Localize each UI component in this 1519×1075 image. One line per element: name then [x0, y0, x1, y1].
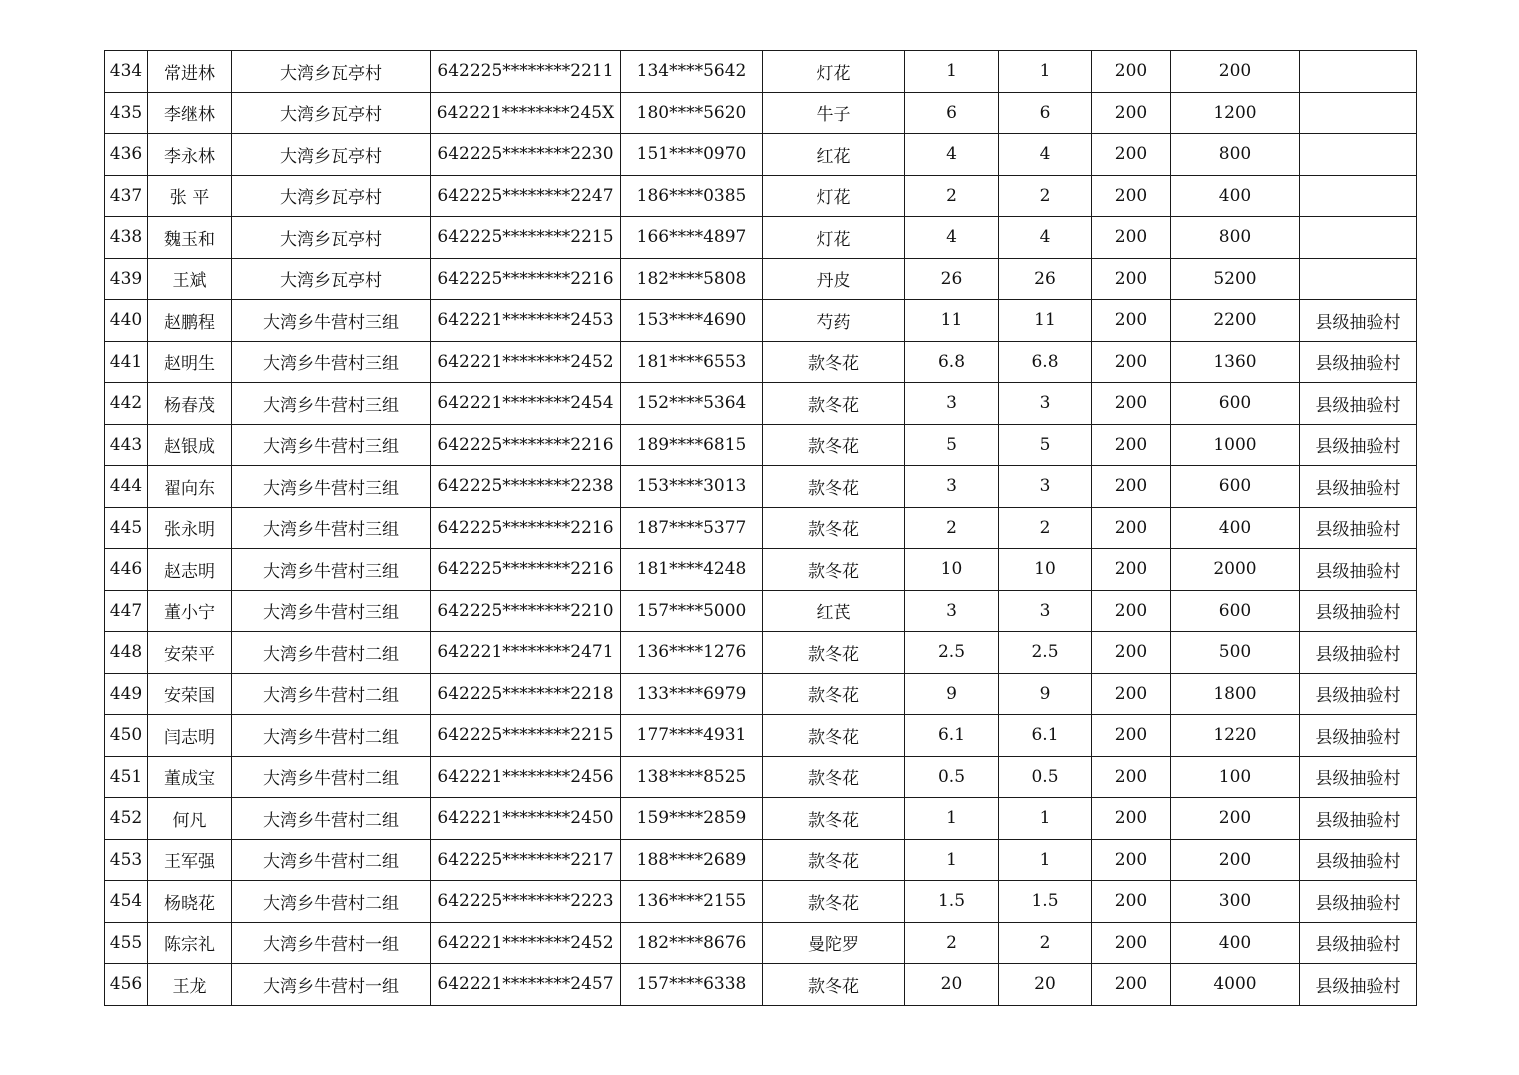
cell-crop: 红花 — [763, 134, 905, 176]
cell-phone: 153****4690 — [621, 300, 763, 342]
cell-subsidy-amount: 400 — [1171, 507, 1300, 549]
cell-address: 大湾乡瓦亭村 — [232, 134, 431, 176]
table-row — [105, 881, 1417, 923]
cell-remark: 县级抽验村 — [1300, 424, 1417, 466]
cell-subsidy-amount: 5200 — [1171, 258, 1300, 300]
cell-id-number: 642225********2216 — [431, 424, 621, 466]
cell-subsidy-amount: 600 — [1171, 383, 1300, 425]
table-row — [105, 715, 1417, 757]
cell-verified-area: 3 — [999, 383, 1092, 425]
cell-subsidy-rate: 200 — [1092, 881, 1171, 923]
cell-planted-area: 1 — [905, 798, 999, 840]
cell-verified-area: 9 — [999, 673, 1092, 715]
cell-crop: 款冬花 — [763, 383, 905, 425]
cell-name: 魏玉和 — [148, 217, 232, 259]
table-row — [105, 756, 1417, 798]
cell-subsidy-amount: 1800 — [1171, 673, 1300, 715]
cell-row-number: 442 — [105, 383, 148, 425]
cell-row-number: 441 — [105, 341, 148, 383]
cell-remark: 县级抽验村 — [1300, 673, 1417, 715]
cell-subsidy-rate: 200 — [1092, 839, 1171, 881]
cell-subsidy-rate: 200 — [1092, 549, 1171, 591]
cell-row-number: 434 — [105, 51, 148, 93]
cell-subsidy-rate: 200 — [1092, 341, 1171, 383]
cell-planted-area: 5 — [905, 424, 999, 466]
cell-verified-area: 1.5 — [999, 881, 1092, 923]
cell-row-number: 448 — [105, 632, 148, 674]
cell-remark: 县级抽验村 — [1300, 798, 1417, 840]
cell-verified-area: 6.1 — [999, 715, 1092, 757]
cell-phone: 153****3013 — [621, 466, 763, 508]
cell-row-number: 449 — [105, 673, 148, 715]
cell-address: 大湾乡牛营村三组 — [232, 424, 431, 466]
cell-phone: 136****1276 — [621, 632, 763, 674]
cell-name: 李继林 — [148, 92, 232, 134]
cell-name: 陈宗礼 — [148, 922, 232, 964]
cell-name: 安荣国 — [148, 673, 232, 715]
cell-row-number: 450 — [105, 715, 148, 757]
table-row — [105, 922, 1417, 964]
cell-name: 常进林 — [148, 51, 232, 93]
cell-crop: 款冬花 — [763, 507, 905, 549]
cell-crop: 款冬花 — [763, 466, 905, 508]
cell-phone: 152****5364 — [621, 383, 763, 425]
cell-name: 董小宁 — [148, 590, 232, 632]
cell-row-number: 454 — [105, 881, 148, 923]
cell-address: 大湾乡牛营村二组 — [232, 798, 431, 840]
cell-address: 大湾乡牛营村一组 — [232, 964, 431, 1006]
cell-planted-area: 1.5 — [905, 881, 999, 923]
cell-name: 赵志明 — [148, 549, 232, 591]
cell-planted-area: 2.5 — [905, 632, 999, 674]
cell-row-number: 455 — [105, 922, 148, 964]
cell-id-number: 642225********2216 — [431, 549, 621, 591]
cell-name: 王军强 — [148, 839, 232, 881]
cell-name: 李永林 — [148, 134, 232, 176]
cell-subsidy-amount: 1000 — [1171, 424, 1300, 466]
cell-verified-area: 4 — [999, 217, 1092, 259]
cell-remark: 县级抽验村 — [1300, 549, 1417, 591]
cell-subsidy-rate: 200 — [1092, 507, 1171, 549]
cell-subsidy-amount: 4000 — [1171, 964, 1300, 1006]
cell-crop: 牛子 — [763, 92, 905, 134]
cell-row-number: 451 — [105, 756, 148, 798]
cell-subsidy-rate: 200 — [1092, 258, 1171, 300]
cell-remark: 县级抽验村 — [1300, 466, 1417, 508]
cell-planted-area: 10 — [905, 549, 999, 591]
cell-row-number: 440 — [105, 300, 148, 342]
cell-id-number: 642225********2215 — [431, 715, 621, 757]
cell-verified-area: 11 — [999, 300, 1092, 342]
cell-address: 大湾乡牛营村三组 — [232, 507, 431, 549]
cell-remark: 县级抽验村 — [1300, 715, 1417, 757]
cell-address: 大湾乡牛营村三组 — [232, 590, 431, 632]
cell-id-number: 642225********2211 — [431, 51, 621, 93]
cell-crop: 灯花 — [763, 217, 905, 259]
table-row — [105, 798, 1417, 840]
cell-crop: 款冬花 — [763, 632, 905, 674]
cell-planted-area: 26 — [905, 258, 999, 300]
cell-address: 大湾乡牛营村三组 — [232, 300, 431, 342]
cell-phone: 182****8676 — [621, 922, 763, 964]
cell-remark: 县级抽验村 — [1300, 507, 1417, 549]
cell-phone: 157****6338 — [621, 964, 763, 1006]
cell-row-number: 447 — [105, 590, 148, 632]
cell-id-number: 642221********2450 — [431, 798, 621, 840]
cell-planted-area: 6 — [905, 92, 999, 134]
cell-name: 何凡 — [148, 798, 232, 840]
table-body — [105, 51, 1417, 1006]
cell-planted-area: 3 — [905, 590, 999, 632]
cell-crop: 灯花 — [763, 175, 905, 217]
cell-planted-area: 1 — [905, 51, 999, 93]
cell-planted-area: 0.5 — [905, 756, 999, 798]
cell-verified-area: 2.5 — [999, 632, 1092, 674]
cell-planted-area: 1 — [905, 839, 999, 881]
cell-phone: 182****5808 — [621, 258, 763, 300]
table-row — [105, 507, 1417, 549]
cell-subsidy-amount: 1360 — [1171, 341, 1300, 383]
cell-subsidy-rate: 200 — [1092, 424, 1171, 466]
cell-row-number: 453 — [105, 839, 148, 881]
cell-id-number: 642221********2453 — [431, 300, 621, 342]
table-row — [105, 964, 1417, 1006]
cell-crop: 款冬花 — [763, 839, 905, 881]
cell-id-number: 642221********2471 — [431, 632, 621, 674]
cell-id-number: 642225********2230 — [431, 134, 621, 176]
cell-remark: 县级抽验村 — [1300, 300, 1417, 342]
cell-address: 大湾乡瓦亭村 — [232, 258, 431, 300]
cell-crop: 款冬花 — [763, 715, 905, 757]
cell-subsidy-rate: 200 — [1092, 964, 1171, 1006]
cell-remark — [1300, 217, 1417, 259]
cell-id-number: 642221********2457 — [431, 964, 621, 1006]
cell-planted-area: 2 — [905, 175, 999, 217]
table-row — [105, 341, 1417, 383]
cell-address: 大湾乡牛营村二组 — [232, 632, 431, 674]
table-row — [105, 217, 1417, 259]
cell-phone: 188****2689 — [621, 839, 763, 881]
cell-crop: 款冬花 — [763, 549, 905, 591]
cell-planted-area: 9 — [905, 673, 999, 715]
table-row — [105, 590, 1417, 632]
subsidy-table — [104, 50, 1417, 1006]
cell-subsidy-amount: 300 — [1171, 881, 1300, 923]
cell-id-number: 642225********2216 — [431, 507, 621, 549]
cell-subsidy-rate: 200 — [1092, 175, 1171, 217]
cell-subsidy-amount: 100 — [1171, 756, 1300, 798]
cell-address: 大湾乡牛营村一组 — [232, 922, 431, 964]
cell-name: 安荣平 — [148, 632, 232, 674]
cell-name: 董成宝 — [148, 756, 232, 798]
cell-id-number: 642221********2456 — [431, 756, 621, 798]
cell-id-number: 642225********2215 — [431, 217, 621, 259]
cell-subsidy-amount: 200 — [1171, 839, 1300, 881]
cell-planted-area: 6.8 — [905, 341, 999, 383]
cell-remark: 县级抽验村 — [1300, 964, 1417, 1006]
cell-id-number: 642221********2452 — [431, 922, 621, 964]
cell-remark: 县级抽验村 — [1300, 632, 1417, 674]
cell-remark — [1300, 258, 1417, 300]
cell-planted-area: 20 — [905, 964, 999, 1006]
cell-crop: 芍药 — [763, 300, 905, 342]
cell-subsidy-amount: 200 — [1171, 51, 1300, 93]
cell-name: 张 平 — [148, 175, 232, 217]
cell-crop: 款冬花 — [763, 341, 905, 383]
cell-name: 王龙 — [148, 964, 232, 1006]
cell-subsidy-amount: 200 — [1171, 798, 1300, 840]
cell-subsidy-rate: 200 — [1092, 51, 1171, 93]
cell-remark: 县级抽验村 — [1300, 590, 1417, 632]
cell-name: 张永明 — [148, 507, 232, 549]
cell-row-number: 437 — [105, 175, 148, 217]
cell-address: 大湾乡牛营村三组 — [232, 341, 431, 383]
cell-verified-area: 1 — [999, 839, 1092, 881]
cell-subsidy-amount: 2200 — [1171, 300, 1300, 342]
cell-crop: 款冬花 — [763, 756, 905, 798]
cell-crop: 曼陀罗 — [763, 922, 905, 964]
cell-address: 大湾乡牛营村二组 — [232, 715, 431, 757]
cell-address: 大湾乡瓦亭村 — [232, 51, 431, 93]
table-row — [105, 673, 1417, 715]
cell-crop: 款冬花 — [763, 881, 905, 923]
cell-verified-area: 10 — [999, 549, 1092, 591]
cell-row-number: 445 — [105, 507, 148, 549]
cell-id-number: 642225********2217 — [431, 839, 621, 881]
cell-verified-area: 2 — [999, 507, 1092, 549]
cell-subsidy-rate: 200 — [1092, 673, 1171, 715]
cell-verified-area: 1 — [999, 798, 1092, 840]
cell-subsidy-amount: 1200 — [1171, 92, 1300, 134]
cell-phone: 177****4931 — [621, 715, 763, 757]
cell-id-number: 642221********245X — [431, 92, 621, 134]
cell-subsidy-amount: 1220 — [1171, 715, 1300, 757]
cell-address: 大湾乡牛营村二组 — [232, 881, 431, 923]
cell-subsidy-rate: 200 — [1092, 383, 1171, 425]
cell-name: 赵鹏程 — [148, 300, 232, 342]
cell-name: 赵明生 — [148, 341, 232, 383]
cell-planted-area: 6.1 — [905, 715, 999, 757]
cell-id-number: 642225********2247 — [431, 175, 621, 217]
table-row — [105, 51, 1417, 93]
cell-name: 王斌 — [148, 258, 232, 300]
cell-address: 大湾乡瓦亭村 — [232, 175, 431, 217]
table-row — [105, 175, 1417, 217]
cell-row-number: 452 — [105, 798, 148, 840]
cell-subsidy-amount: 400 — [1171, 175, 1300, 217]
cell-address: 大湾乡瓦亭村 — [232, 217, 431, 259]
cell-subsidy-rate: 200 — [1092, 715, 1171, 757]
cell-row-number: 443 — [105, 424, 148, 466]
cell-planted-area: 2 — [905, 922, 999, 964]
cell-verified-area: 2 — [999, 175, 1092, 217]
cell-id-number: 642225********2238 — [431, 466, 621, 508]
cell-subsidy-amount: 2000 — [1171, 549, 1300, 591]
cell-row-number: 436 — [105, 134, 148, 176]
cell-remark — [1300, 51, 1417, 93]
cell-verified-area: 4 — [999, 134, 1092, 176]
cell-planted-area: 3 — [905, 383, 999, 425]
table-row — [105, 383, 1417, 425]
cell-name: 赵银成 — [148, 424, 232, 466]
cell-remark: 县级抽验村 — [1300, 341, 1417, 383]
cell-address: 大湾乡牛营村三组 — [232, 549, 431, 591]
cell-crop: 灯花 — [763, 51, 905, 93]
cell-phone: 134****5642 — [621, 51, 763, 93]
cell-address: 大湾乡牛营村二组 — [232, 839, 431, 881]
cell-subsidy-rate: 200 — [1092, 217, 1171, 259]
cell-phone: 181****4248 — [621, 549, 763, 591]
cell-address: 大湾乡牛营村三组 — [232, 383, 431, 425]
cell-address: 大湾乡牛营村三组 — [232, 466, 431, 508]
table-row — [105, 839, 1417, 881]
cell-phone: 151****0970 — [621, 134, 763, 176]
cell-phone: 133****6979 — [621, 673, 763, 715]
cell-remark — [1300, 134, 1417, 176]
cell-subsidy-rate: 200 — [1092, 922, 1171, 964]
cell-phone: 166****4897 — [621, 217, 763, 259]
cell-crop: 款冬花 — [763, 798, 905, 840]
cell-remark: 县级抽验村 — [1300, 881, 1417, 923]
cell-verified-area: 3 — [999, 466, 1092, 508]
cell-phone: 186****0385 — [621, 175, 763, 217]
cell-name: 杨晓花 — [148, 881, 232, 923]
cell-subsidy-rate: 200 — [1092, 300, 1171, 342]
cell-subsidy-rate: 200 — [1092, 756, 1171, 798]
cell-remark: 县级抽验村 — [1300, 383, 1417, 425]
cell-subsidy-amount: 500 — [1171, 632, 1300, 674]
cell-name: 翟向东 — [148, 466, 232, 508]
cell-verified-area: 3 — [999, 590, 1092, 632]
cell-row-number: 444 — [105, 466, 148, 508]
cell-subsidy-rate: 200 — [1092, 798, 1171, 840]
cell-row-number: 435 — [105, 92, 148, 134]
cell-remark: 县级抽验村 — [1300, 839, 1417, 881]
table-row — [105, 134, 1417, 176]
cell-verified-area: 0.5 — [999, 756, 1092, 798]
cell-verified-area: 6.8 — [999, 341, 1092, 383]
cell-subsidy-amount: 800 — [1171, 134, 1300, 176]
cell-address: 大湾乡牛营村二组 — [232, 673, 431, 715]
cell-phone: 189****6815 — [621, 424, 763, 466]
cell-row-number: 438 — [105, 217, 148, 259]
cell-crop: 款冬花 — [763, 424, 905, 466]
cell-remark: 县级抽验村 — [1300, 756, 1417, 798]
cell-id-number: 642225********2216 — [431, 258, 621, 300]
cell-remark: 县级抽验村 — [1300, 922, 1417, 964]
cell-name: 闫志明 — [148, 715, 232, 757]
table-row — [105, 300, 1417, 342]
table-row — [105, 258, 1417, 300]
cell-phone: 159****2859 — [621, 798, 763, 840]
cell-planted-area: 4 — [905, 134, 999, 176]
cell-phone: 138****8525 — [621, 756, 763, 798]
table-row — [105, 424, 1417, 466]
cell-phone: 187****5377 — [621, 507, 763, 549]
table-row — [105, 92, 1417, 134]
cell-row-number: 446 — [105, 549, 148, 591]
cell-phone: 157****5000 — [621, 590, 763, 632]
table-row — [105, 466, 1417, 508]
cell-address: 大湾乡牛营村二组 — [232, 756, 431, 798]
table-row — [105, 632, 1417, 674]
cell-subsidy-amount: 600 — [1171, 466, 1300, 508]
cell-address: 大湾乡瓦亭村 — [232, 92, 431, 134]
cell-name: 杨春茂 — [148, 383, 232, 425]
table-row — [105, 549, 1417, 591]
cell-subsidy-amount: 400 — [1171, 922, 1300, 964]
cell-subsidy-amount: 600 — [1171, 590, 1300, 632]
cell-phone: 181****6553 — [621, 341, 763, 383]
cell-planted-area: 4 — [905, 217, 999, 259]
cell-remark — [1300, 92, 1417, 134]
cell-phone: 136****2155 — [621, 881, 763, 923]
cell-id-number: 642225********2218 — [431, 673, 621, 715]
cell-verified-area: 1 — [999, 51, 1092, 93]
cell-verified-area: 20 — [999, 964, 1092, 1006]
cell-crop: 款冬花 — [763, 964, 905, 1006]
cell-crop: 红芪 — [763, 590, 905, 632]
cell-subsidy-rate: 200 — [1092, 92, 1171, 134]
cell-remark — [1300, 175, 1417, 217]
cell-phone: 180****5620 — [621, 92, 763, 134]
cell-subsidy-rate: 200 — [1092, 590, 1171, 632]
cell-verified-area: 26 — [999, 258, 1092, 300]
cell-crop: 款冬花 — [763, 673, 905, 715]
cell-id-number: 642221********2452 — [431, 341, 621, 383]
cell-subsidy-rate: 200 — [1092, 466, 1171, 508]
cell-planted-area: 11 — [905, 300, 999, 342]
cell-verified-area: 2 — [999, 922, 1092, 964]
cell-planted-area: 2 — [905, 507, 999, 549]
cell-id-number: 642225********2210 — [431, 590, 621, 632]
cell-crop: 丹皮 — [763, 258, 905, 300]
cell-verified-area: 6 — [999, 92, 1092, 134]
cell-verified-area: 5 — [999, 424, 1092, 466]
cell-planted-area: 3 — [905, 466, 999, 508]
cell-row-number: 439 — [105, 258, 148, 300]
cell-subsidy-rate: 200 — [1092, 632, 1171, 674]
cell-subsidy-rate: 200 — [1092, 134, 1171, 176]
cell-id-number: 642225********2223 — [431, 881, 621, 923]
cell-subsidy-amount: 800 — [1171, 217, 1300, 259]
cell-row-number: 456 — [105, 964, 148, 1006]
cell-id-number: 642221********2454 — [431, 383, 621, 425]
